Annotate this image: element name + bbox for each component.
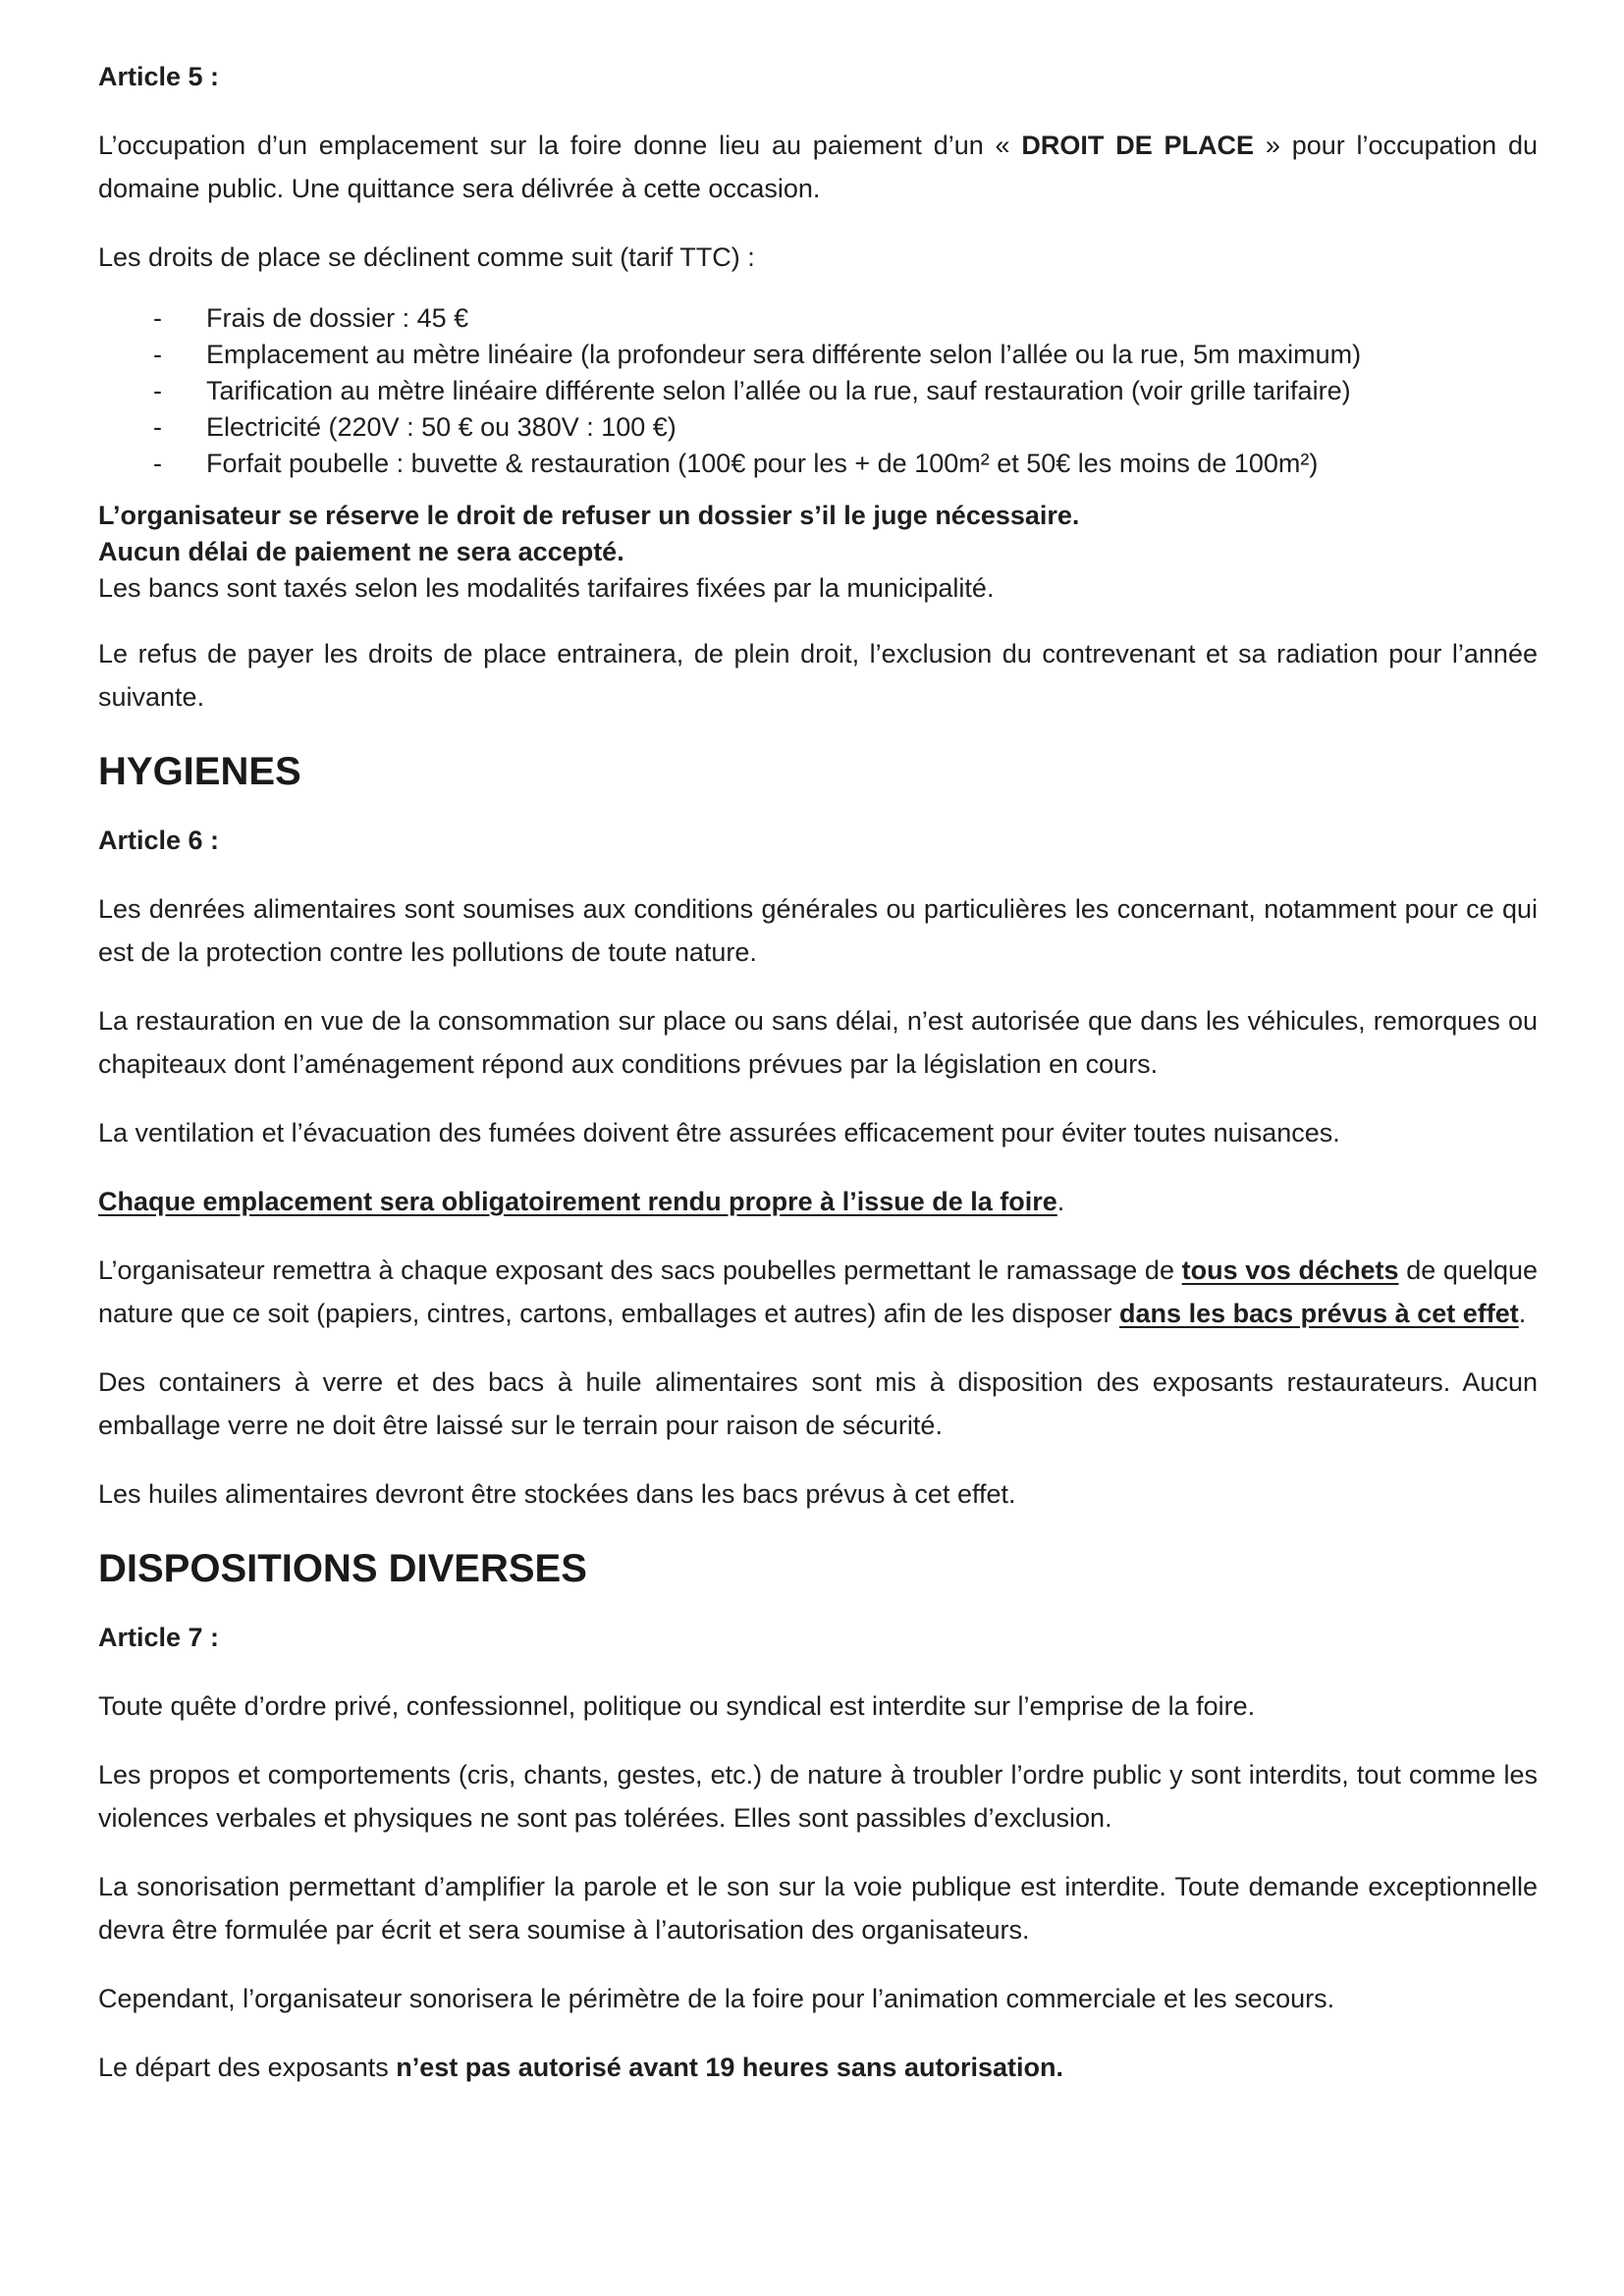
section-heading-dispositions: DISPOSITIONS DIVERSES (98, 1547, 587, 1590)
fees-list-item (98, 373, 1538, 409)
article-6-paragraph-7: Les huiles alimentaires devront être stockées dans les bacs prévus à cet effet. (98, 1479, 1016, 1509)
article-7-paragraph-1: Toute quête d’ordre privé, confessionnel, politique ou syndical est interdite sur l’emprise de la foire. (98, 1691, 1256, 1721)
bins-underlined: dans les bacs prévus à cet effet (1119, 1299, 1519, 1328)
article-7-paragraph-2: Les propos et comportements (cris, chants, gestes, etc.) de nature à troubler l’ordre public y sont interdits, tout comme les violences verbales et physiques ne sont pas tolérées. Elles sont passibles d’exclusion. (98, 1760, 1538, 1833)
article-6-paragraph-2: La restauration en vue de la consommation sur place ou sans délai, n’est autorisée que dans les véhicules, remorques ou chapiteaux dont l’aménagement répond aux conditions prévues par la législation en cours. (98, 1006, 1538, 1079)
text-run: » pour l’occupation du domaine public. Une quittance sera délivrée à cette occasion. (98, 131, 1539, 203)
dash-bullet: - (153, 340, 162, 369)
article-7-paragraph-3: La sonorisation permettant d’amplifier la parole et le son sur la voie publique est interdite. Toute demande exceptionnelle devra être formulée par écrit et sera soumise à l’autorisation des organisateurs. (98, 1872, 1538, 1945)
article-7-title: Article 7 : (98, 1623, 220, 1652)
fees-list-item (98, 409, 1538, 446)
article-6-paragraph-3: La ventilation et l’évacuation des fumées doivent être assurées efficacement pour éviter toutes nuisances. (98, 1118, 1340, 1148)
fee-text: Electricité (220V : 50 € ou 380V : 100 €) (206, 412, 677, 442)
fees-list-item (98, 300, 1538, 337)
article-5-paragraph-1 (98, 124, 1538, 210)
dash-bullet: - (153, 412, 162, 442)
fees-list-item (98, 337, 1538, 373)
bancs-paragraph: Les bancs sont taxés selon les modalités tarifaires fixées par la municipalité. (98, 573, 995, 603)
text-run: L’organisateur remettra à chaque exposant des sacs poubelles permettant le ramassage de (98, 1255, 1182, 1285)
text-run: . (1518, 1299, 1527, 1328)
clean-location-underlined: Chaque emplacement sera obligatoirement rendu propre à l’issue de la foire (98, 1187, 1057, 1216)
no-payment-delay-notice: Aucun délai de paiement ne sera accepté. (98, 537, 624, 566)
dash-bullet: - (153, 449, 162, 478)
article-6-paragraph-6: Des containers à verre et des bacs à huile alimentaires sont mis à disposition des exposants restaurateurs. Aucun emballage verre ne doit être laissé sur le terrain pour raison de sécurité. (98, 1367, 1538, 1440)
organizer-refusal-notice: L’organisateur se réserve le droit de refuser un dossier s’il le juge nécessaire. (98, 501, 1080, 530)
refusal-paragraph: Le refus de payer les droits de place entrainera, de plein droit, l’exclusion du contrevenant et sa radiation pour l’année suivante. (98, 639, 1538, 712)
text-run: L’occupation d’un emplacement sur la foire donne lieu au paiement d’un « (98, 131, 1022, 160)
article-5-title: Article 5 : (98, 62, 220, 91)
section-heading-hygienes: HYGIENES (98, 750, 301, 793)
article-6-paragraph-1: Les denrées alimentaires sont soumises aux conditions générales ou particulières les concernant, notamment pour ce qui est de la protection contre les pollutions de toute nature. (98, 894, 1538, 967)
departure-time-bold: n’est pas autorisé avant 19 heures sans autorisation. (396, 2053, 1063, 2082)
fees-list (98, 300, 1538, 482)
fee-text: Forfait poubelle : buvette & restauration (100€ pour les + de 100m² et 50€ les moins de 100m²) (206, 449, 1319, 478)
text-run: de quelque nature que ce soit (papiers, cintres, cartons, emballages et autres) afin de les disposer (98, 1255, 1538, 1328)
droit-de-place-bold: DROIT DE PLACE (1021, 131, 1255, 160)
fees-list-item (98, 446, 1538, 482)
fee-text: Tarification au mètre linéaire différente selon l’allée ou la rue, sauf restauration (voir grille tarifaire) (206, 376, 1351, 405)
article-7-paragraph-5 (98, 2046, 1538, 2089)
fee-text: Frais de dossier : 45 € (206, 303, 469, 333)
dash-bullet: - (153, 376, 162, 405)
dash-bullet: - (153, 303, 162, 333)
article-6-paragraph-5 (98, 1249, 1538, 1335)
fees-intro: Les droits de place se déclinent comme suit (tarif TTC) : (98, 242, 755, 272)
waste-underlined: tous vos déchets (1181, 1255, 1399, 1285)
text-run: . (1056, 1187, 1065, 1216)
article-7-paragraph-4: Cependant, l’organisateur sonorisera le périmètre de la foire pour l’animation commerciale et les secours. (98, 1984, 1335, 2013)
article-6-paragraph-4 (98, 1180, 1538, 1223)
article-6-title: Article 6 : (98, 826, 220, 855)
fee-text: Emplacement au mètre linéaire (la profondeur sera différente selon l’allée ou la rue, 5m maximum) (206, 340, 1362, 369)
text-run: Le départ des exposants (98, 2053, 397, 2082)
